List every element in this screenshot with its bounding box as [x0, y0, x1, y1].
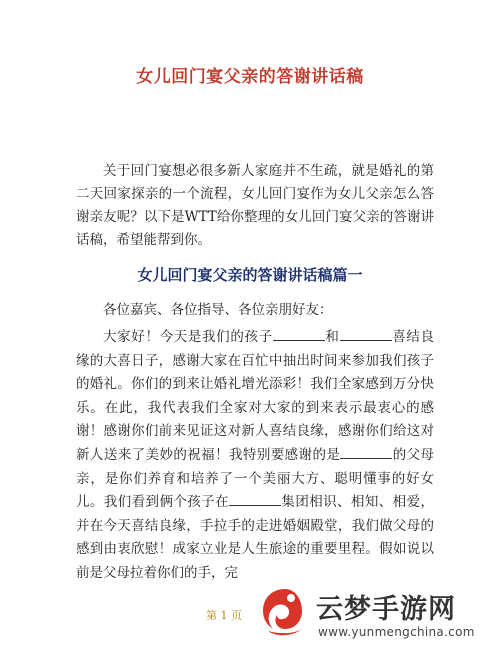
- fill-blank-2: [340, 328, 392, 341]
- body-segment-2: 和: [324, 329, 340, 345]
- page-number: 第 1 页: [206, 609, 242, 622]
- site-watermark: [248, 573, 500, 647]
- greeting-line: 各位嘉宾、各位指导、各位亲朋好友：: [103, 302, 333, 318]
- fill-blank-1: [273, 328, 325, 341]
- body-segment-3: 喜结良缘的大喜日子，感谢大家在百忙中抽出时间来参加我们孩子的婚礼。你们的到来让婚礼增光添彩！我们全家感到万分快乐。在此，我代表我们全家对大家的到来表示最衷心的感谢！感谢你们前来见证这对新人喜结良缘，感谢你们给这对新人送来了美妙的祝福！我特别要感谢的是: [76, 329, 435, 463]
- watermark-site-name: 云梦手游网: [316, 594, 456, 625]
- section-title: 女儿回门宴父亲的答谢讲话稿篇一: [137, 266, 363, 284]
- intro-paragraph: 关于回门宴想必很多新人家庭并不生疏，就是婚礼的第二天回家探亲的一个流程，女儿回门宴作为女儿父亲怎么答谢亲友呢？以下是WTT给你整理的女儿回门宴父亲的答谢讲话稿，希望能帮到你。: [76, 163, 434, 248]
- fill-blank-4: [229, 493, 281, 506]
- document-title: 女儿回门宴父亲的答谢讲话稿: [136, 67, 364, 87]
- fill-blank-3: [340, 446, 392, 459]
- body-segment-1: 大家好！今天是我们的孩子: [103, 329, 273, 345]
- watermark-url: www.yunmengchina.com: [318, 625, 475, 639]
- body-segment-4: 的父母亲，是你们养育和培养了一个美丽大方、聪明懂事的好女儿。我们看到俩个孩子在: [76, 446, 435, 511]
- speech-body: [76, 326, 434, 586]
- yunmeng-logo-icon: [258, 585, 312, 639]
- body-segment-5: 集团相识、相知、相爱，并在今天喜结良缘，手拉手的走进婚姻殿堂，我们做父母的感到由衷欣慰！成家立业是人生旅途的重要里程。假如说以前是父母拉着你们的手，完: [76, 494, 434, 581]
